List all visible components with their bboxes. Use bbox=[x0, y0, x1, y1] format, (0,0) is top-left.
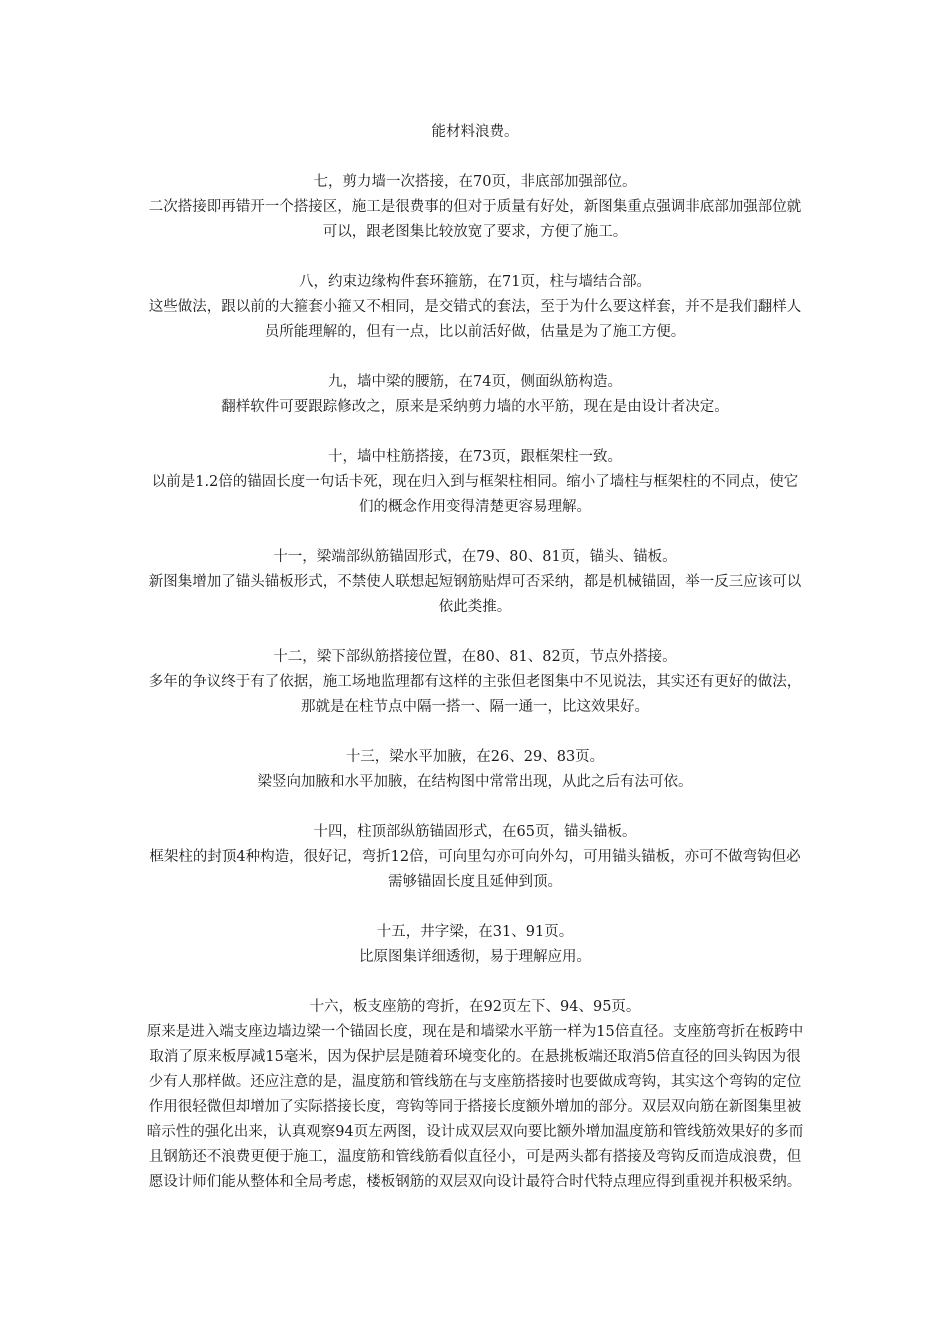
section-11 bbox=[145, 545, 805, 620]
section-15 bbox=[145, 920, 805, 970]
section-heading: 九，墙中梁的腰筋，在74页，侧面纵筋构造。 bbox=[328, 374, 622, 390]
intro-text: 能材料浪费。 bbox=[431, 124, 519, 140]
section-heading: 八，约束边缘构件套环箍筋，在71页，柱与墙结合部。 bbox=[299, 274, 651, 290]
section-body: 原来是进入端支座边墙边梁一个锚固长度，现在是和墙梁水平筋一样为15倍直径。支座筋弯折在板跨中取消了原来板厚减15毫米，因为保护层是随着环境变化的。在悬挑板端还取消5倍直径的回头钩因为很少有人那样做。还应注意的是，温度筋和管线筋在与支座筋搭接时也要做成弯钩，其实这个弯钩的定位作用很轻微但却增加了实际搭接长度，弯钩等同于搭接长度额外增加的部分。双层双向筋在新图集里被暗示性的强化出来，认真观察94页左两图，设计成双层双向要比额外增加温度筋和管线筋效果好的多而且钢筋还不浪费更便于施工，温度筋和管线筋看似直径小，可是两头都有搭接及弯钩反而造成浪费，但愿设计师们能从整体和全局考虑，楼板钢筋的双层双向设计最符合时代特点理应得到重视并积极采纳。 bbox=[146, 1024, 804, 1190]
section-13 bbox=[145, 745, 805, 795]
section-heading: 十，墙中柱筋搭接，在73页，跟框架柱一致。 bbox=[328, 449, 622, 465]
section-heading: 十三，梁水平加腋，在26、29、83页。 bbox=[345, 749, 605, 765]
section-body: 框架柱的封顶4种构造，很好记，弯折12倍，可向里勾亦可向外勾，可用锚头锚板，亦可不做弯钩但必需够锚固长度且延伸到顶。 bbox=[149, 849, 801, 890]
section-body: 多年的争议终于有了依据，施工场地监理都有这样的主张但老图集中不见说法，其实还有更好的做法，那就是在柱节点中隔一搭一、隔一通一，比这效果好。 bbox=[148, 674, 802, 715]
section-heading: 十二，梁下部纵筋搭接位置，在80、81、82页，节点外搭接。 bbox=[273, 649, 677, 665]
section-heading: 十四，柱顶部纵筋锚固形式，在65页，锚头锚板。 bbox=[313, 824, 637, 840]
section-body: 新图集增加了锚头锚板形式，不禁使人联想起短钢筋贴焊可否采纳，都是机械锚固，举一反三应该可以依此类推。 bbox=[148, 574, 802, 615]
section-heading: 十六，板支座筋的弯折，在92页左下、94、95页。 bbox=[309, 999, 641, 1015]
section-10 bbox=[145, 445, 805, 520]
section-body: 翻样软件可要跟踪修改之，原来是采纳剪力墙的水平筋，现在是由设计者决定。 bbox=[221, 399, 729, 415]
section-body: 以前是1.2倍的锚固长度一句话卡死，现在归入到与框架柱相同。缩小了墙柱与框架柱的不同点，使它们的概念作用变得清楚更容易理解。 bbox=[151, 474, 799, 515]
section-body: 比原图集详细透彻，易于理解应用。 bbox=[359, 949, 591, 965]
section-14 bbox=[145, 820, 805, 895]
section-body: 这些做法，跟以前的大箍套小箍又不相同，是交错式的套法，至于为什么要这样套，并不是我们翻样人员所能理解的，但有一点，比以前活好做，估量是为了施工方便。 bbox=[148, 299, 802, 340]
section-heading: 七，剪力墙一次搭接，在70页，非底部加强部位。 bbox=[313, 174, 637, 190]
section-body: 梁竖向加腋和水平加腋，在结构图中常常出现，从此之后有法可依。 bbox=[257, 774, 693, 790]
section-9 bbox=[145, 370, 805, 420]
section-body: 二次搭接即再错开一个搭接区，施工是很费事的但对于质量有好处，新图集重点强调非底部加强部位就可以，跟老图集比较放宽了要求，方便了施工。 bbox=[148, 199, 802, 240]
section-8 bbox=[145, 270, 805, 345]
document-page bbox=[145, 120, 805, 1220]
section-12 bbox=[145, 645, 805, 720]
section-heading: 十一，梁端部纵筋锚固形式，在79、80、81页，锚头、锚板。 bbox=[273, 549, 677, 565]
section-heading: 十五，井字梁，在31、91页。 bbox=[376, 924, 574, 940]
section-7 bbox=[145, 170, 805, 245]
section-16 bbox=[145, 995, 805, 1195]
